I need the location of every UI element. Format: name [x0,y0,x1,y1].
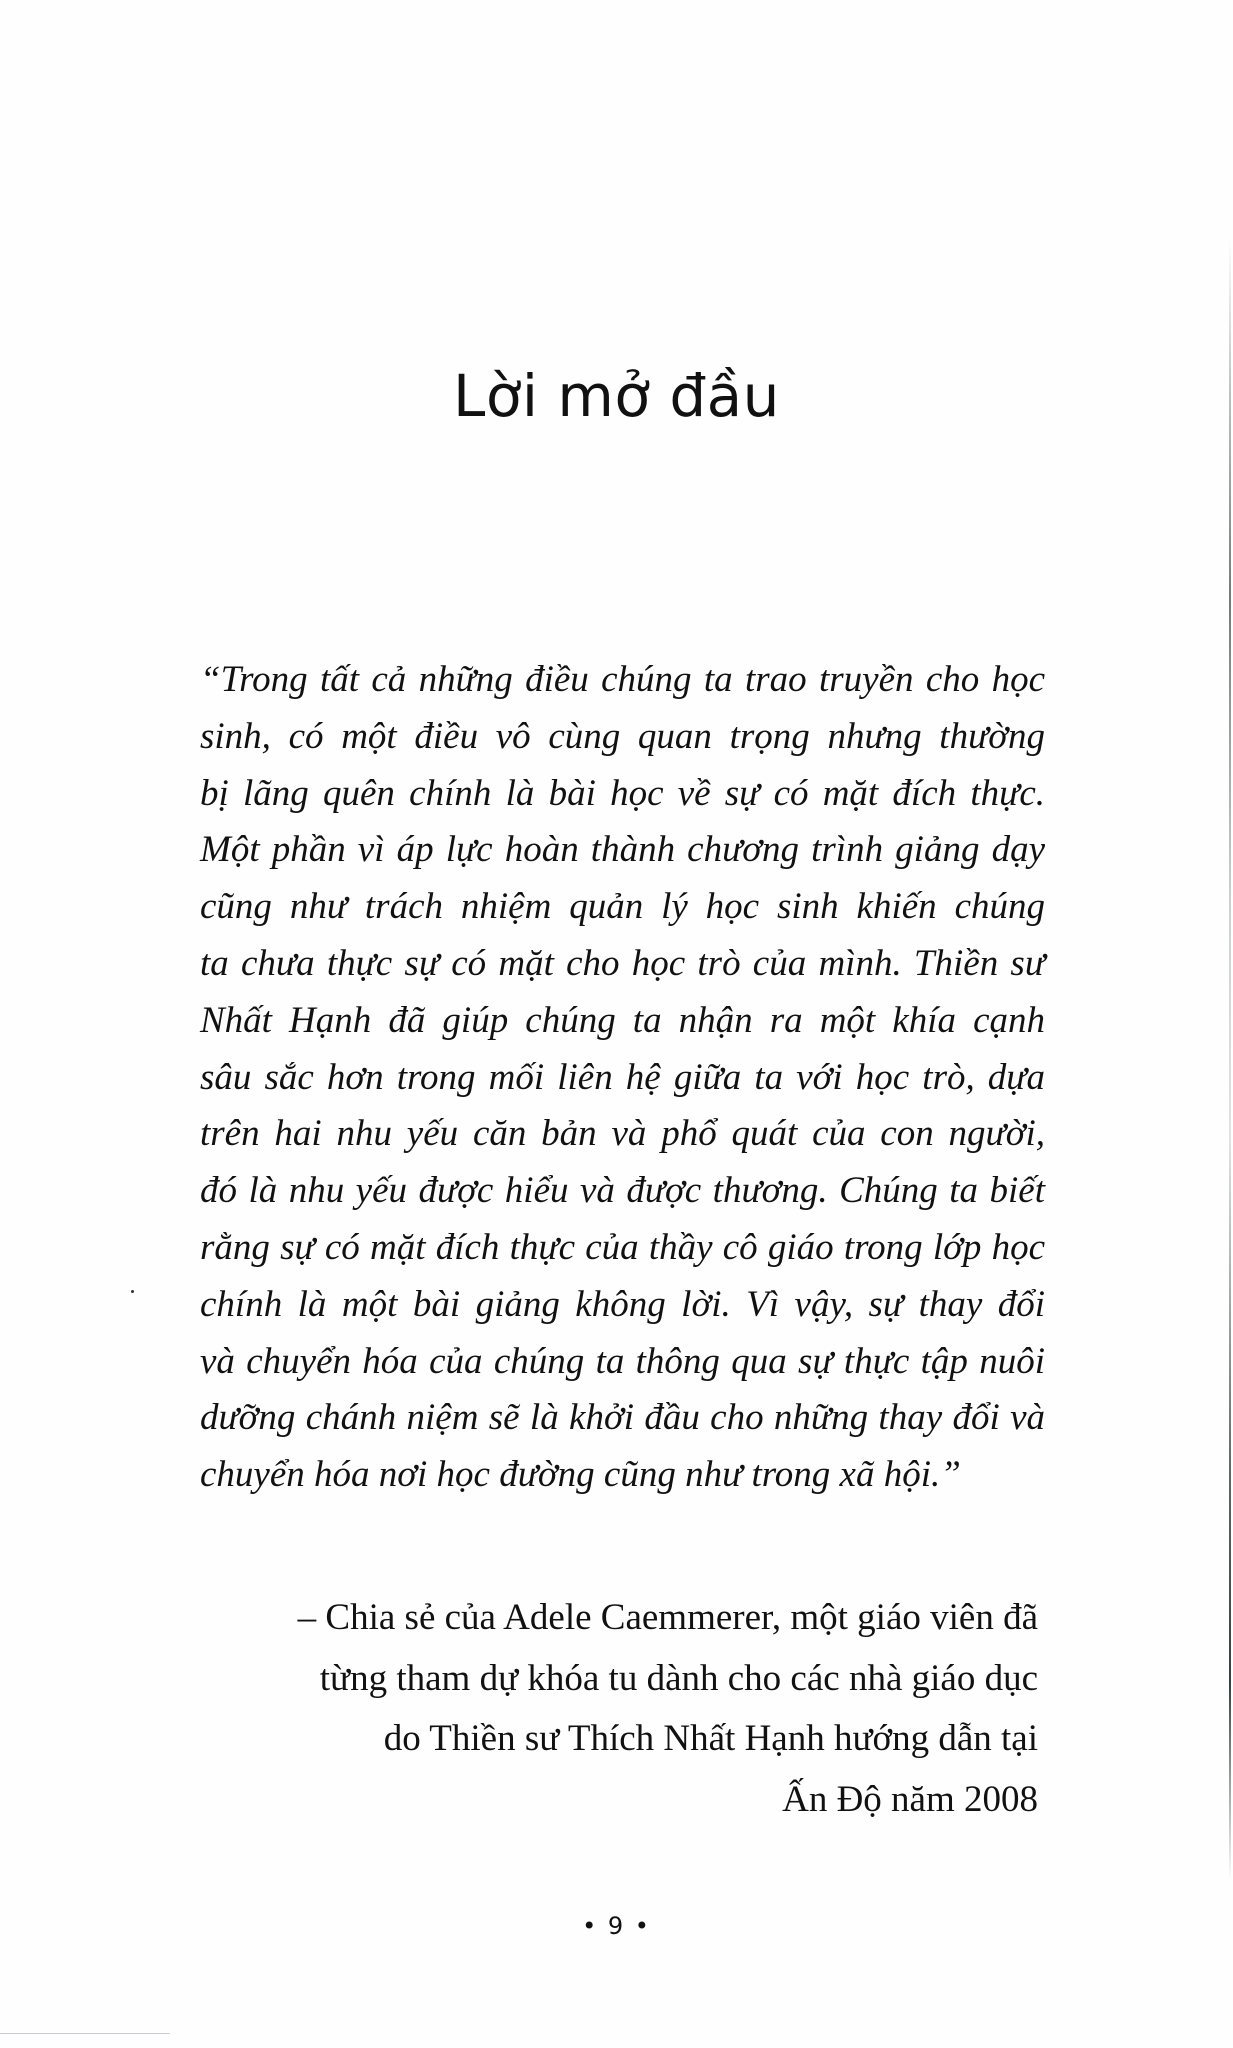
quote-line: bị lãng quên chính là bài học về sự có mặt đích thực. [200,772,1045,814]
quote-line: “Trong tất cả những điều chúng ta trao truyền cho học [200,659,1045,700]
epigraph-quote [200,652,1045,1504]
quote-line: dưỡng chánh niệm sẽ là khởi đầu cho những thay đổi và [200,1397,1045,1439]
quote-attribution [200,1588,1038,1830]
quote-line: sinh, có một điều vô cùng quan trọng nhưng thường [200,715,1045,757]
scan-edge-shadow [1229,240,1231,1880]
attribution-line: Ấn Độ năm 2008 [782,1778,1038,1820]
page-number: • 9 • [582,1912,651,1940]
quote-line: Một phần vì áp lực hoàn thành chương trình giảng dạy [200,829,1045,871]
quote-line: ta chưa thực sự có mặt cho học trò của mình. Thiền sư [200,942,1045,984]
chapter-title: Lời mở đầu [453,362,780,430]
quote-line: Nhất Hạnh đã giúp chúng ta nhận ra một khía cạnh [200,999,1045,1041]
quote-line: chính là một bài giảng không lời. Vì vậy, sự thay đổi [200,1283,1045,1325]
quote-line: cũng như trách nhiệm quản lý học sinh khiến chúng [200,886,1045,928]
attribution-line: do Thiền sư Thích Nhất Hạnh hướng dẫn tại [383,1718,1038,1759]
scan-smudge [0,2033,170,2034]
attribution-line: – Chia sẻ của Adele Caemmerer, một giáo viên đã [297,1597,1038,1638]
scan-speck [131,1290,134,1293]
quote-line: sâu sắc hơn trong mối liên hệ giữa ta với học trò, dựa [200,1056,1045,1098]
quote-line: và chuyển hóa của chúng ta thông qua sự thực tập nuôi [200,1340,1045,1382]
quote-line: đó là nhu yếu được hiểu và được thương. Chúng ta biết [200,1170,1045,1212]
quote-line: trên hai nhu yếu căn bản và phổ quát của con người, [200,1113,1045,1155]
quote-line: chuyển hóa nơi học đường cũng như trong xã hội.” [200,1454,961,1496]
attribution-line: từng tham dự khóa tu dành cho các nhà giáo dục [319,1657,1038,1699]
quote-line: rằng sự có mặt đích thực của thầy cô giáo trong lớp học [200,1226,1045,1268]
